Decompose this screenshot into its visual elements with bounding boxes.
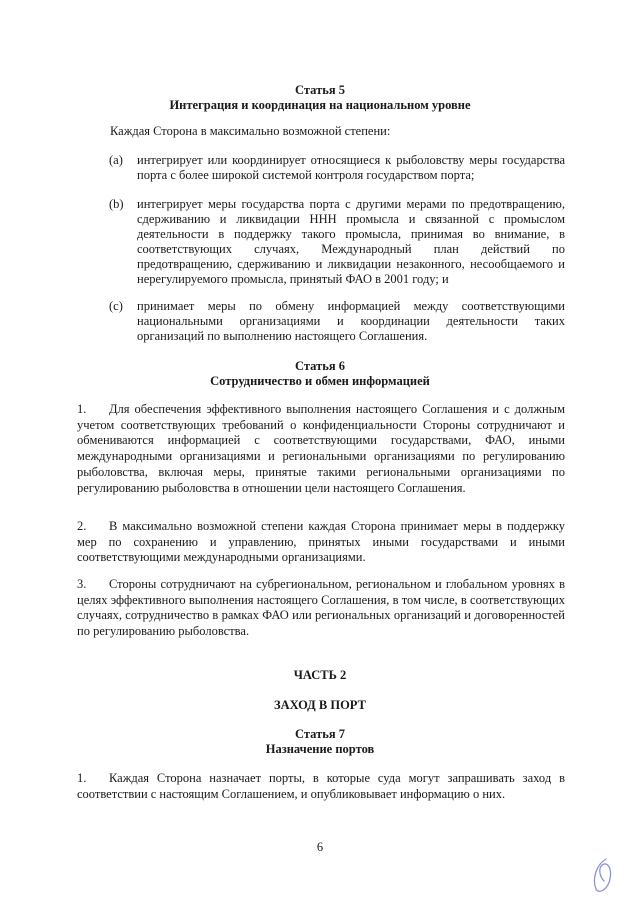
paragraph-text: Каждая Сторона назначает порты, в которые суда могут запрашивать заход в соответствии с настоящим Соглашением, и опубликовывает информацию о них.	[77, 771, 565, 801]
item-a-text: интегрирует или координирует относящиеся к рыболовству меры государства порта с более широкой системой контроля государством порта;	[137, 153, 565, 182]
page-number: 6	[316, 840, 324, 854]
paragraph-number: 1.	[77, 771, 87, 785]
paragraph-text: Для обеспечения эффективного выполнения настоящего Соглашения и с должным учетом соответствующих требований о конфиденциальности Стороны сотрудничают и обмениваются информацией с соответствующими государствами, ФАО, иными международными организациями и региональными организациями по регулированию рыболовства, включая меры, принятые такими региональными организациями по регулированию рыболовства в отношении цели настоящего Соглашения.	[77, 402, 565, 495]
article-5-intro: Каждая Сторона в максимально возможной степени:	[110, 124, 391, 138]
handwritten-mark-icon	[588, 855, 618, 895]
article-7-title: Назначение портов	[265, 742, 375, 756]
paragraph-text: В максимально возможной степени каждая Сторона принимает меры в поддержку мер по сохранению и управлению, принятых иными государствами и иными соответствующими международными организациями.	[77, 519, 565, 565]
article-7-paragraph-1	[77, 771, 565, 802]
part-title: ЗАХОД В ПОРТ	[274, 698, 366, 712]
article-6-title: Сотрудничество и обмен информацией	[210, 374, 430, 388]
article-6-paragraph-3	[77, 577, 565, 640]
paragraph-number: 2.	[77, 519, 87, 533]
item-c-label: (c)	[109, 299, 123, 313]
item-b-text: интегрирует меры государства порта с другими мерами по предотвращению, сдерживанию и ликвидации ННН промысла и связанной с промыслом деятельности в поддержку такого промысла, принимая во внимание, в соответствующих случаях, Международный план действий по предотвращению, сдерживанию и ликвидации незаконного, несообщаемого и нерегулируемого промысла, принятый ФАО в 2001 году; и	[137, 197, 565, 286]
item-c-text: принимает меры по обмену информацией между соответствующими национальными организациями и координации деятельности таких организаций по выполнению настоящего Соглашения.	[137, 299, 565, 343]
paragraph-text: Стороны сотрудничают на субрегиональном, региональном и глобальном уровнях в целях эффективного выполнения настоящего Соглашения, в том числе, в соответствующих случаях, сотрудничество в рамках ФАО или региональных организаций и договоренностей по регулированию рыболовства.	[77, 577, 565, 639]
paragraph-number: 1.	[77, 402, 87, 416]
article-6-paragraph-2	[77, 519, 565, 566]
article-5-title: Интеграция и координация на национальном уровне	[169, 98, 471, 112]
article-6-paragraph-1	[77, 402, 565, 496]
article-7-number: Статья 7	[295, 727, 345, 741]
item-b-label: (b)	[109, 197, 124, 211]
article-6-number: Статья 6	[295, 359, 345, 373]
item-a-label: (a)	[109, 153, 123, 167]
paragraph-number: 3.	[77, 577, 87, 591]
article-5-number: Статья 5	[295, 83, 345, 97]
part-number: ЧАСТЬ 2	[293, 668, 347, 682]
